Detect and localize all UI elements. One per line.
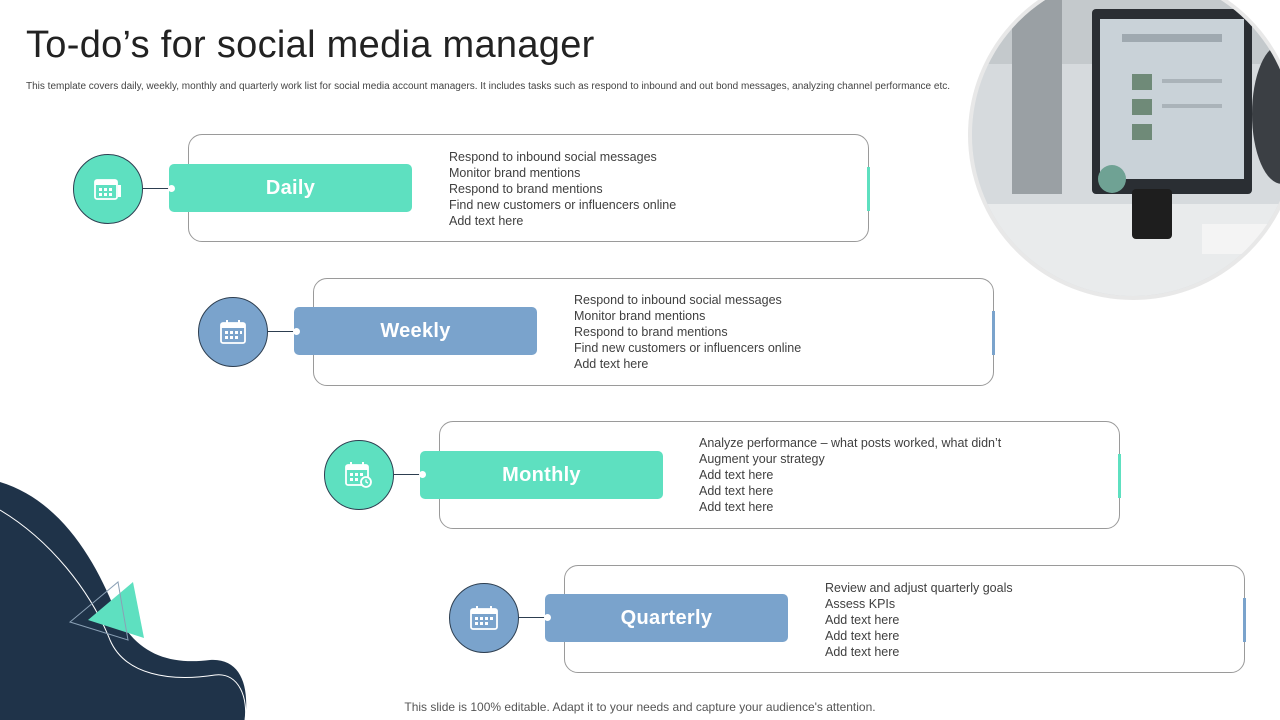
row-daily — [0, 134, 1280, 244]
page-title: To-do’s for social media manager — [26, 24, 595, 66]
list-item: Respond to inbound social messages — [574, 293, 782, 307]
list-item: Add text here — [825, 645, 900, 659]
list-item: Find new customers or influencers online — [449, 198, 677, 212]
list-item: Respond to brand mentions — [574, 325, 728, 339]
footer-note: This slide is 100% editable. Adapt it to your needs and capture your audience's attention. — [404, 700, 876, 714]
list-item: Augment your strategy — [699, 452, 825, 466]
monthly-icon-circle — [324, 440, 394, 510]
row-quarterly — [0, 565, 1280, 675]
daily-label: Daily — [169, 164, 412, 212]
page-subtitle: This template covers daily, weekly, monthly and quarterly work list for social media account managers. It includes tasks such as respond to inbound and out bond messages, analyzing channel performance etc. — [26, 81, 950, 92]
list-item: Add text here — [825, 629, 900, 643]
row-weekly — [0, 278, 1280, 388]
list-item: Add text here — [574, 357, 649, 371]
connector-dot — [168, 185, 175, 192]
connector-dot — [419, 471, 426, 478]
list-item: Respond to inbound social messages — [449, 150, 657, 164]
weekly-icon-circle — [198, 297, 268, 367]
list-item: Add text here — [699, 500, 774, 514]
list-item: Monitor brand mentions — [449, 166, 581, 180]
card-accent — [867, 167, 870, 211]
monthly-task-list — [699, 435, 1001, 515]
calendar-icon — [470, 606, 498, 630]
connector-dot — [544, 614, 551, 621]
weekly-label: Weekly — [294, 307, 537, 355]
daily-icon-circle — [73, 154, 143, 224]
weekly-task-list — [574, 292, 801, 372]
monthly-label: Monthly — [420, 451, 663, 499]
row-monthly — [0, 421, 1280, 531]
list-item: Find new customers or influencers online — [574, 341, 802, 355]
quarterly-task-list — [825, 580, 1013, 660]
list-item: Add text here — [825, 613, 900, 627]
connector-dot — [293, 328, 300, 335]
list-item: Add text here — [699, 468, 774, 482]
calendar-clock-icon — [345, 462, 373, 488]
list-item: Respond to brand mentions — [449, 182, 603, 196]
list-item: Add text here — [449, 214, 524, 228]
calendar-icon — [220, 320, 246, 344]
quarterly-label: Quarterly — [545, 594, 788, 642]
quarterly-icon-circle — [449, 583, 519, 653]
list-item: Review and adjust quarterly goals — [825, 581, 1013, 595]
daily-task-list — [449, 149, 676, 229]
calendar-grid-icon — [94, 177, 122, 201]
list-item: Assess KPIs — [825, 597, 896, 611]
list-item: Add text here — [699, 484, 774, 498]
list-item: Monitor brand mentions — [574, 309, 706, 323]
card-accent — [1118, 454, 1121, 498]
list-item: Analyze performance – what posts worked, what didn’t — [699, 436, 1002, 450]
card-accent — [1243, 598, 1246, 642]
card-accent — [992, 311, 995, 355]
